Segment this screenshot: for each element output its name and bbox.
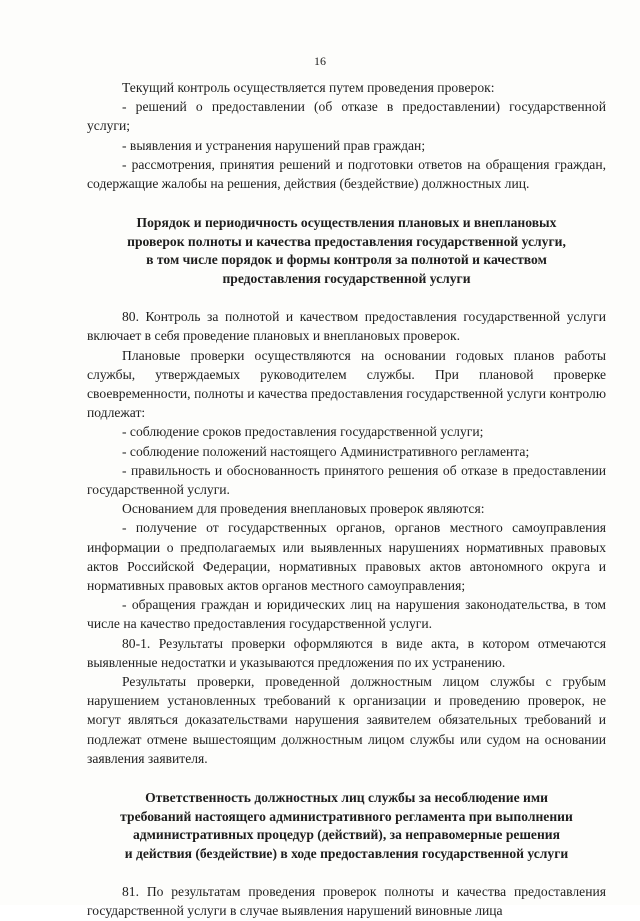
paragraph: 80. Контроль за полнотой и качеством предоставления государственной услуги включает в себя проведение плановых и внеплановых проверок.: [87, 309, 606, 344]
page-number: 16: [314, 54, 326, 68]
paragraph: - получение от государственных органов, органов местного самоуправления информации о предполагаемых или выявленных нарушениях нормативных правовых актов Российской Федерации, нормативных правовых актов автономного округа и нормативных правовых актов органов местного самоуправления;: [87, 520, 606, 594]
document-body: [87, 78, 606, 921]
section-heading-responsibility: [87, 789, 606, 863]
heading-line: предоставления государственной услуги: [222, 270, 471, 286]
heading-line: и действия (бездействие) в ходе предоставления государственной услуги: [124, 845, 569, 861]
heading-line: проверок полноты и качества предоставления государственной услуги,: [127, 233, 566, 249]
heading-line: Ответственность должностных лиц службы за несоблюдение ими: [145, 790, 548, 806]
paragraph: 80-1. Результаты проверки оформляются в виде акта, в котором отмечаются выявленные недостатки и указываются предложения по их устранению.: [87, 635, 606, 670]
paragraph: Результаты проверки, проведенной должностным лицом службы с грубым нарушением установленных требований к организации и проведению проверок, не могут являться доказательствами нарушения заявителем обязательных требований и подлежат отмене вышестоящим должностным лицом службы или судом на основании заявления заявителя.: [87, 674, 606, 766]
paragraph: - рассмотрения, принятия решений и подготовки ответов на обращения граждан, содержащие жалобы на решения, действия (бездействие) должностных лиц.: [87, 156, 606, 192]
paragraph: 81. По результатам проведения проверок полноты и качества предоставления государственной услуги в случае выявления нарушений виновные лица: [87, 884, 606, 919]
paragraph: - обращения граждан и юридических лиц на нарушения законодательства, в том числе на качество предоставления государственной услуги.: [87, 597, 606, 632]
heading-line: в том числе порядок и формы контроля за полнотой и качеством: [146, 252, 547, 268]
paragraph: Основанием для проведения внеплановых проверок являются:: [122, 501, 485, 517]
inspections-section: [87, 307, 606, 768]
heading-line: требований настоящего административного регламента при выполнении: [120, 808, 573, 824]
responsibility-section: [87, 882, 606, 920]
paragraph: - выявления и устранения нарушений прав граждан;: [122, 137, 426, 153]
paragraph: - правильность и обоснованность принятого решения об отказе в предоставлении государственной услуги.: [87, 462, 606, 498]
paragraph: Текущий контроль осуществляется путем проведения проверок:: [122, 80, 495, 95]
heading-line: Порядок и периодичность осуществления плановых и внеплановых: [136, 215, 557, 231]
paragraph: - соблюдение сроков предоставления государственной услуги;: [122, 424, 484, 440]
heading-line: административных процедур (действий), за неправомерные решения: [133, 827, 560, 843]
paragraph: Плановые проверки осуществляются на основании годовых планов работы службы, утверждаемых руководителем службы. При плановой проверке своевременности, полноты и качества предоставления государственной услуги контролю подлежат:: [87, 347, 606, 421]
current-control-section: [87, 78, 606, 193]
paragraph: - соблюдение положений настоящего Административного регламента;: [122, 443, 530, 459]
paragraph: - решений о предоставлении (об отказе в предоставлении) государственной услуги;: [87, 99, 606, 134]
section-heading-inspections: [87, 214, 606, 288]
